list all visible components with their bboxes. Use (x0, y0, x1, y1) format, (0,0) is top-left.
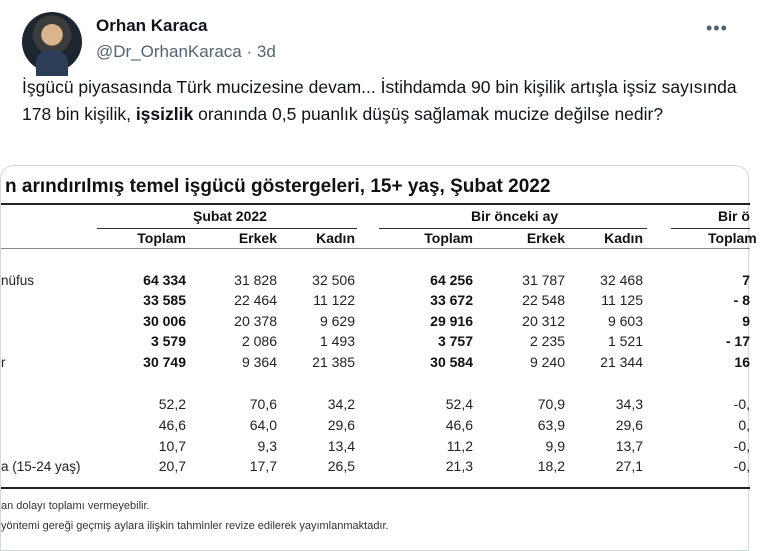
author-handle[interactable]: @Dr_OrhanKaraca (96, 42, 242, 61)
table-cell: 70,9 (537, 396, 565, 412)
table-cell: 20 312 (522, 313, 565, 329)
table-cell: 29 916 (430, 313, 473, 329)
row-label: nüfus (1, 273, 35, 288)
table-cell: 46,6 (158, 417, 186, 433)
table-cell: 17,7 (249, 458, 277, 474)
tweet-image[interactable] (0, 165, 757, 551)
row-label: a (15-24 yaş) (1, 459, 81, 474)
table-title: n arındırılmış temel işgücü göstergeleri, 15+ yaş, Şubat 2022 (5, 176, 551, 197)
table-cell: 29,6 (327, 417, 355, 433)
table-cell: 9,9 (545, 438, 565, 454)
table-cell: 29,6 (615, 417, 643, 433)
table-top-rule (1, 203, 750, 205)
col-header: Erkek (238, 230, 277, 246)
table-cell: 31 828 (234, 272, 277, 288)
table-cell: 64 256 (430, 272, 473, 288)
col-header: Toplam (708, 230, 757, 246)
table-cell: 1 493 (319, 333, 355, 349)
table-cell: 22 548 (522, 292, 565, 308)
table-cell: 34,3 (615, 396, 643, 412)
tweet-time[interactable]: 3d (256, 42, 276, 61)
group-header-previous: Bir önceki ay (471, 208, 559, 224)
table-cell: 10,7 (158, 438, 186, 454)
table-cell: 21 385 (312, 354, 355, 370)
table-cell: - 8 (733, 292, 750, 308)
table-cell: 30 584 (430, 354, 473, 370)
header-rule (1, 248, 750, 249)
group-underline-previous (379, 228, 647, 229)
table-cell: 30 749 (143, 354, 186, 370)
table-cell: 33 585 (143, 292, 186, 308)
table-cell: 2 235 (529, 333, 565, 349)
table-cell: 32 506 (312, 272, 355, 288)
col-header: Erkek (526, 230, 565, 246)
table-cell: 9 603 (607, 313, 643, 329)
footnote-2: yöntemi gereği geçmiş aylara ilişkin tahminler revize edilerek yayımlanmaktadır. (1, 520, 389, 532)
table-bottom-rule (1, 487, 750, 489)
table-cell: 46,6 (445, 417, 473, 433)
table-cell: 18,2 (537, 458, 565, 474)
table-cell: -0, (733, 438, 750, 454)
table-cell: 1 521 (607, 333, 643, 349)
tweet-text (22, 74, 742, 128)
meta-separator: · (241, 42, 257, 61)
table-cell: 9,3 (257, 438, 277, 454)
table-cell: 9 364 (241, 354, 277, 370)
table-cell: 52,2 (158, 396, 186, 412)
avatar[interactable] (22, 12, 82, 72)
table-cell: 64 334 (143, 272, 186, 288)
table-cell: 22 464 (234, 292, 277, 308)
table-cell: 33 672 (430, 292, 473, 308)
table-cell: 21 344 (600, 354, 643, 370)
col-header: Kadın (604, 230, 643, 246)
col-header: Toplam (424, 230, 473, 246)
table-cell: 20 378 (234, 313, 277, 329)
table-cell: 11,2 (446, 438, 473, 454)
table-cell: -0, (733, 396, 750, 412)
table-cell: 7 (742, 272, 750, 288)
table-cell: 2 086 (241, 333, 277, 349)
table-cell: 21,3 (445, 458, 473, 474)
table-cell: 27,1 (615, 458, 643, 474)
table-cell: 70,6 (249, 396, 277, 412)
table-cell: 9 629 (319, 313, 355, 329)
table-cell: 32 468 (600, 272, 643, 288)
table-cell: 9 240 (529, 354, 565, 370)
table-cell: 52,4 (445, 396, 473, 412)
table-cell: 9 (742, 313, 750, 329)
table-cell: 26,5 (327, 458, 355, 474)
group-underline-current (97, 228, 357, 229)
table-cell: 11 125 (601, 292, 643, 308)
table-cell: 34,2 (327, 396, 355, 412)
table-cell: 11 122 (313, 292, 355, 308)
table-cell: 0, (738, 417, 750, 433)
table-cell: 31 787 (522, 272, 565, 288)
table-cell: 13,4 (327, 438, 355, 454)
tweet-text-part1: İşgücü piyasasında Türk mucizesine devam... İstihdamda 90 bin kişilik artışla işsiz sayısında 178 bin kişilik, (22, 77, 737, 124)
table-cell: 64,0 (249, 417, 277, 433)
footnote-1: an dolayı toplamı vermeyebilir. (1, 500, 150, 512)
tweet-text-part2: oranında 0,5 puanlık düşüş sağlamak mucize değilse nedir? (193, 104, 664, 124)
author-meta (96, 42, 276, 62)
table-cell: -0, (733, 458, 750, 474)
more-options-icon[interactable]: ••• (706, 18, 728, 38)
group-header-current: Şubat 2022 (193, 208, 267, 224)
group-header-change: Bir ö (718, 208, 750, 224)
table-cell: 3 757 (437, 333, 473, 349)
col-header: Kadın (316, 230, 355, 246)
table-cell: 3 579 (150, 333, 186, 349)
group-underline-change (671, 228, 750, 229)
table-cell: 30 006 (143, 313, 186, 329)
table-cell: 13,7 (615, 438, 643, 454)
table-cell: 20,7 (158, 458, 186, 474)
table-cell: 63,9 (537, 417, 565, 433)
tweet-text-bold[interactable]: işsizlik (135, 104, 194, 124)
table-cell: - 17 (725, 333, 750, 349)
col-header: Toplam (137, 230, 186, 246)
table-cell: 16 (734, 354, 750, 370)
author-name[interactable]: Orhan Karaca (96, 16, 208, 35)
row-label: r (1, 355, 6, 370)
